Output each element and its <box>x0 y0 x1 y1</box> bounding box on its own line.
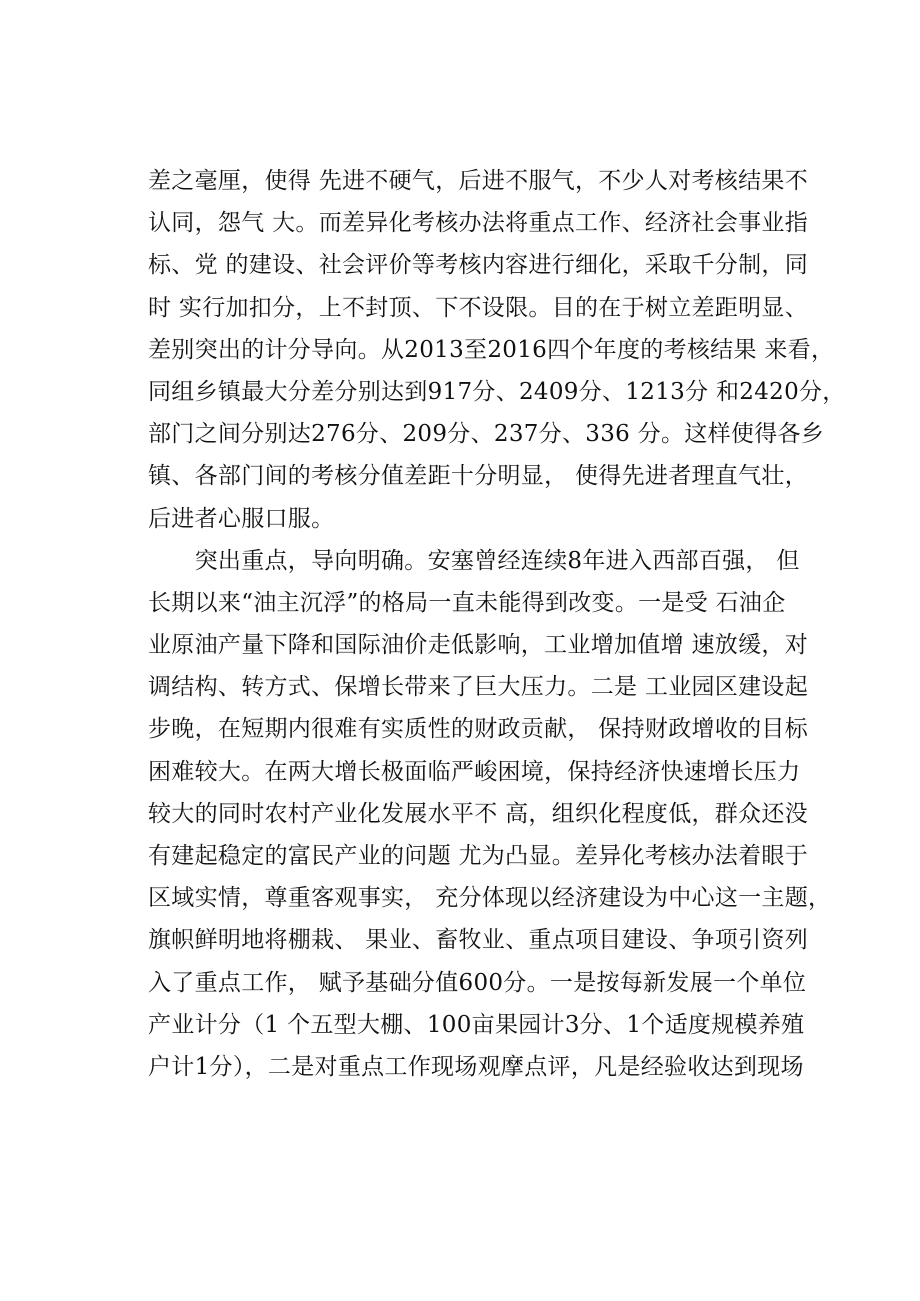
text-line: 差之毫厘，使得 先进不硬气，后进不服气，不少人对考核结果不 <box>148 168 809 194</box>
text-line: 区域实情，尊重客观事实， 充分体现以经济建设为中心这一主题， <box>148 885 832 912</box>
text-line: 镇、各部门间的考核分值差距十分明显， 使得先进者理直气壮， <box>148 463 809 490</box>
text-line: 产业计分（1 个五型大棚、100亩果园计3分、1个适度规模养殖 <box>148 1011 805 1038</box>
text-line: 时 实行加扣分，上不封顶、下不设限。目的在于树立差距明显、 <box>148 294 809 321</box>
text-line: 后进者心服口服。 <box>148 505 335 532</box>
text-line: 户计1分），二是对重点工作现场观摩点评，凡是经验收达到现场 <box>148 1053 804 1080</box>
text-line: 突出重点，导向明确。安塞曾经连续8年进入西部百强， 但 <box>148 547 800 574</box>
text-line: 入了重点工作， 赋予基础分值600分。一是按每新发展一个单位 <box>148 969 807 996</box>
text-line: 标、党 的建设、社会评价等考核内容进行细化，采取千分制，同 <box>148 252 809 279</box>
text-line: 认同，怨气 大。而差异化考核办法将重点工作、经济社会事业指 <box>148 210 809 237</box>
text-line: 有建起稳定的富民产业的问题 尤为凸显。差异化考核办法着眼于 <box>148 843 809 869</box>
text-line: 差别突出的计分导向。从2013至2016四个年度的考核结果 来看， <box>148 336 835 363</box>
text-line: 长期以来“油主沉浮”的格局一直未能得到改变。一是受 石油企 <box>148 589 786 616</box>
text-line: 同组乡镇最大分差分别达到917分、2409分、1213分 和2420分， <box>148 378 846 405</box>
text-line: 调结构、转方式、保增长带来了巨大压力。二是 工业园区建设起 <box>148 674 809 701</box>
text-line: 困难较大。在两大增长极面临严峻困境，保持经济快速增长压力 <box>148 758 801 785</box>
text-line: 较大的同时农村产业化发展水平不 高，组织化程度低，群众还没 <box>148 800 809 827</box>
body-text <box>148 160 846 1088</box>
text-line: 旗帜鲜明地将棚栽、 果业、畜牧业、重点项目建设、争项引资列 <box>148 927 809 954</box>
text-line: 业原油产量下降和国际油价走低影响，工业增加值增 速放缓，对 <box>148 632 809 659</box>
text-line: 步晚，在短期内很难有实质性的财政贡献， 保持财政增收的目标 <box>148 716 809 743</box>
text-line: 部门之间分别达276分、209分、237分、336 分。这样使得各乡 <box>148 421 825 448</box>
